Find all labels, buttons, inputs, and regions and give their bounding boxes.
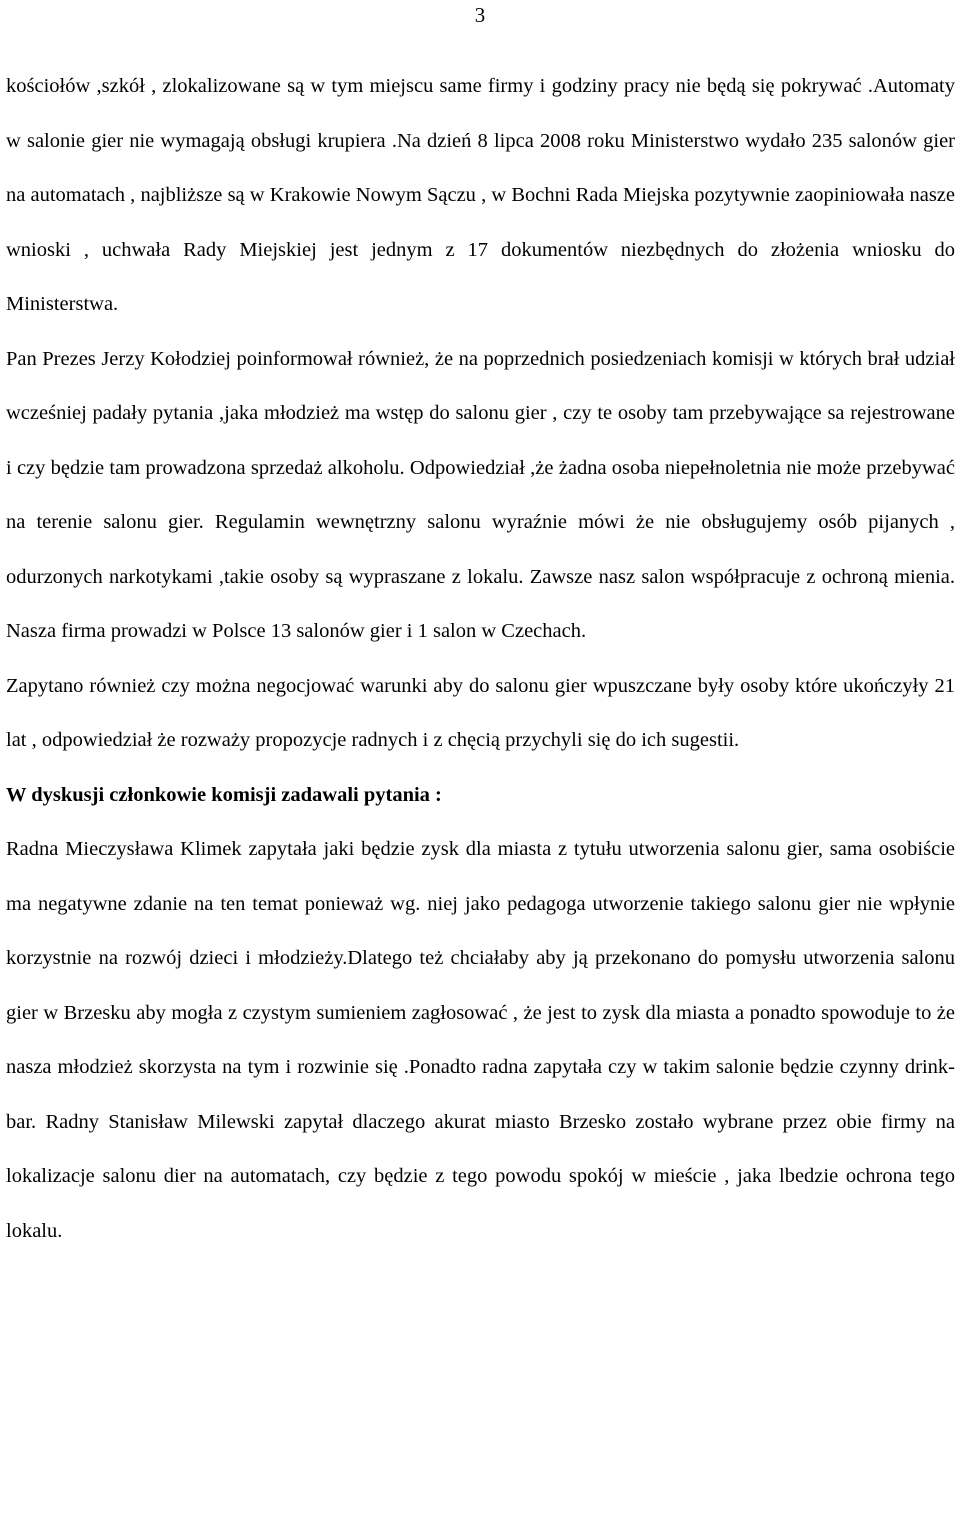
paragraph-president-info: Pan Prezes Jerzy Kołodziej poinformował również, że na poprzednich posiedzeniach komisji w których brał udział wcześniej padały pytania ,jaka młodzież ma wstęp do salonu gier , czy te osoby tam przebywające sa rejestrowane i czy będzie tam prowadzona sprzedaż alkoholu. Odpowiedział ,że żadna osoba niepełnoletnia nie może przebywać na terenie salonu gier. Regulamin wewnętrzny salonu wyraźnie mówi że nie obsługujemy osób pijanych , odurzonych narkotykami ,takie osoby są wypraszane z lokalu. Zawsze nasz salon współpracuje z ochroną mienia. Nasza firma prowadzi w Polsce 13 salonów gier i 1 salon w Czechach. <box>6 347 955 642</box>
paragraph-salon-intro: kościołów ,szkół , zlokalizowane są w tym miejscu same firmy i godziny pracy nie będą się pokrywać .Automaty w salonie gier nie wymagają obsługi krupiera .Na dzień 8 lipca 2008 roku Ministerstwo wydało 235 salonów gier na automatach , najbliższe są w Krakowie Nowym Sączu , w Bochni Rada Miejska pozytywnie zaopiniowała nasze wnioski , uchwała Rady Miejskiej jest jednym z 17 dokumentów niezbędnych do złożenia wniosku do Ministerstwa. <box>6 75 955 315</box>
discussion-heading: W dyskusji członkowie komisji zadawali pytania : <box>6 783 442 806</box>
paragraph-age-question: Zapytano również czy można negocjować warunki aby do salonu gier wpuszczane były osoby które ukończyły 21 lat , odpowiedział że rozważy propozycje radnych i z chęcią przychyli się do ich sugestii. <box>6 674 955 751</box>
page-number: 3 <box>474 3 486 27</box>
paragraph-discussion: Radna Mieczysława Klimek zapytała jaki będzie zysk dla miasta z tytułu utworzenia salonu gier, sama osobiście ma negatywne zdanie na ten temat ponieważ wg. niej jako pedagoga utworzenie takiego salonu gier nie wpłynie korzystnie na rozwój dzieci i młodzieży.Dlatego też chciałaby aby ją przekonano do pomysłu utworzenia salonu gier w Brzesku aby mogła z czystym sumieniem zagłosować , że jest to zysk dla miasta a ponadto spowoduje to że nasza młodzież skorzysta na tym i rozwinie się .Ponadto radna zapytała czy w takim salonie będzie czynny drink-bar. Radny Stanisław Milewski zapytał dlaczego akurat miasto Brzesko zostało wybrane przez obie firmy na lokalizacje salonu dier na automatach, czy będzie z tego powodu spokój w mieście , jaka lbedzie ochrona tego lokalu. <box>6 838 955 1242</box>
document-body <box>6 59 955 1258</box>
